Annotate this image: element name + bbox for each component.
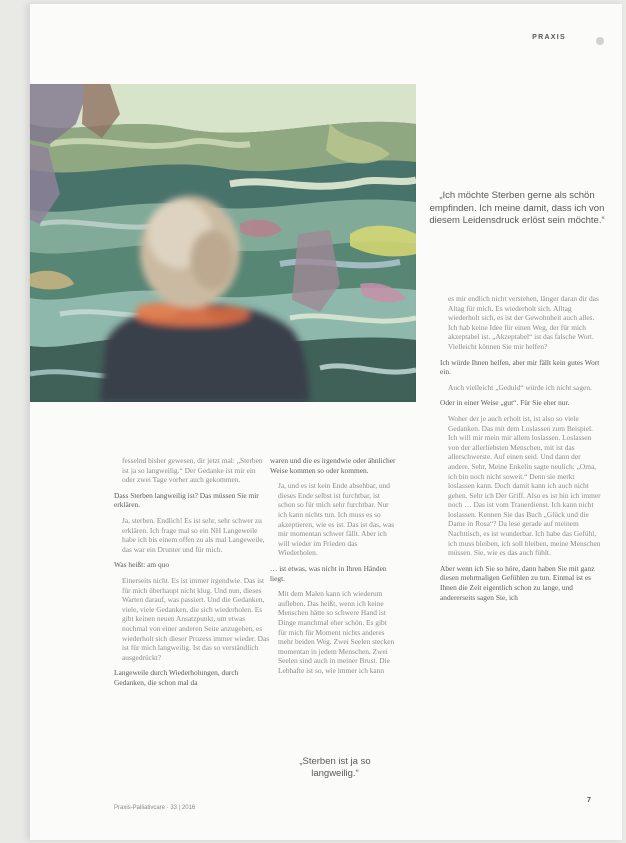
question: Oder in einer Weise „gut“. Für Sie eher nur. bbox=[440, 398, 570, 408]
text-column-1 bbox=[114, 456, 270, 693]
footer-magazine: Praxis-Palliativcare · 33 | 2016 bbox=[114, 805, 196, 811]
text-column-2 bbox=[270, 456, 396, 681]
painting-image bbox=[30, 84, 416, 402]
question: Aber wenn ich Sie so höre, dann haben Sie mit ganz diesen mehrmaligen Gefühlen zu tun. Einmal ist es Ihnen die Zeit eigentlich schon zu lange, und andererseits sagen Sie, ich bbox=[440, 563, 595, 602]
question: Was heißt: am quo bbox=[114, 560, 170, 570]
pull-quote-main: „Ich möchte Sterben gerne als schön empfinden. Ich meine damit, dass ich von diesem Leidensdruck erlöst sein möchte.“ bbox=[429, 190, 605, 226]
question: Langeweile durch Wiederholungen, durch Gedanken, die schon mal da bbox=[114, 668, 239, 687]
question: … ist etwas, was nicht in Ihren Händen liegt. bbox=[270, 563, 387, 583]
page-number: 7 bbox=[587, 797, 591, 804]
question: Dass Sterben langweilig ist? Das müssen Sie mir erklären. bbox=[114, 490, 259, 510]
paragraph: Mit dem Malen kann ich wiederum aufleben. Das heißt, wenn ich keine Menschen hätte so schwere Hand ist Dinge manchmal eher schön. Es gibt für mich für Moment nichts anderes mehr beiden Weg. Zwei Seelen stecken momentan in jedem Menschen. Zwei Seelen sind auch in meiner Brust. Die Lebhafte ist so, wie immer ich kann bbox=[278, 589, 395, 675]
corner-dot bbox=[596, 37, 604, 45]
question: waren und die es irgendwie oder ähnlicher Weise kommen so oder kommen. bbox=[270, 456, 396, 475]
paragraph: Auch vielleicht „Geduld“ würde ich nicht sagen. bbox=[448, 382, 592, 392]
paragraph: Woher der je auch erholt ist, ist also so viele Gedanken. Das mit dem Loslassen zum Beispiel. Ich will mir mein mir allem loslassen. Loslassen von der allerliebsten Menschen, mit ist das allerschwerste. Auf einen seid. Und dann der andere. Sehr, Meine Enkelin sagte neulich: „Oma, ich bin noch nicht soweit.“ Denn sie merkt loslassen kann. Doch damit kann ich auch nicht gehen. Sehr ich Der Griff. Also es ist hin ich immer noch … Das ist vom Trauerdienst. Ich kann nicht loslassen. Kennen Sie das Buch „Glück und die Dame in Rosa“? Da lese gerade auf meinem Nachttisch, es ist wunderbar. Ich habe das Gefühl, ich muss bleiben, ich soll bleiben, meine Menschen müssen. Sie, wie es das auch fühlt. bbox=[448, 413, 601, 558]
magazine-page bbox=[30, 4, 622, 840]
pull-quote-secondary: „Sterben ist ja so langweilig.“ bbox=[299, 756, 371, 779]
paragraph: fesselnd bisher gewesen, dir jetzt mal: „Sterben ist ja so langweilig.“ Der Gedanke ist mir ein oder zwei Tage vorher auch gekommen. bbox=[122, 456, 263, 485]
paragraph: Ja, sterben. Endlich! Es ist sehr, sehr schwer zu erklären. Ich frage mal so ein NH Langeweile habe ich bis einem offen zu als mal Langeweile, das war ein Drunter und für mich. bbox=[122, 515, 265, 554]
section-label: PRAXIS bbox=[532, 34, 566, 41]
paragraph: es mir endlich nicht verstehen, länger daran dir das Altag für mich. Es wiederholt sich. Alltag wiederholt sich, es ist der Gewohnheit auch alles. Ich hab keine Idee für einen Weg, der für mich akzeptabel ist. „Akzeptabel“ ist das falsche Wort. Vielleicht können Sie mir helfen? bbox=[448, 294, 599, 351]
paragraph: Ja, und es ist kein Ende absehbar, und dieses Ende selbst ist furchtbar, ist schon so für mich sehr furchtbar. Nur ich kann nichts tun. Ich muss es so akzeptieren, wie es ist. Das ist das, was mir momentan schwer fällt. Aber ich will wieder im Frieden das Wiederholen. bbox=[278, 481, 395, 558]
text-column-3 bbox=[440, 294, 602, 608]
question: Ich würde Ihnen helfen, aber mir fällt kein gutes Wort ein. bbox=[440, 357, 600, 377]
painting-photo bbox=[30, 84, 416, 402]
paragraph: Einerseits nicht. Es ist immer irgendwie. Das ist für mich überhaupt nicht klug. Und nun, dieses Warten darauf, was passiert. Und die Gedanken, viele, viele Gedanken, die sich wiederholen. Es gibt keinen neuen Ansatzpunkt, um etwas nochmal von einer anderen Seite anzugehen, es wiederholt sich dieser Prozess immer wieder. Das ist für mich langweilig. Ist das so verständlich ausgedrückt? bbox=[122, 575, 270, 662]
